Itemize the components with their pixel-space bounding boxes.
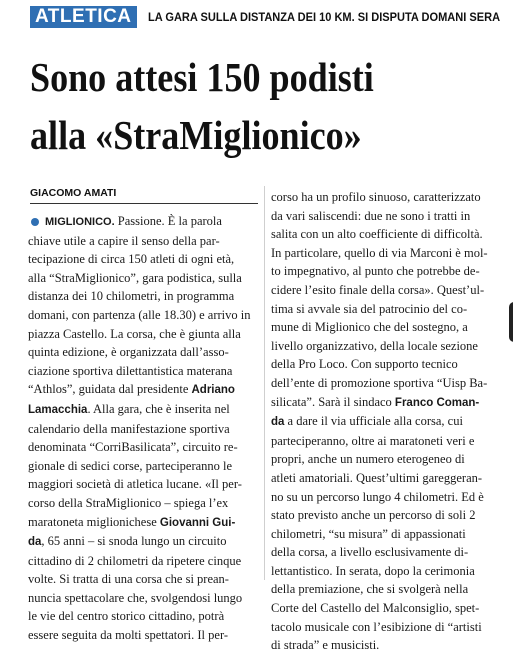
article-line: [28, 250, 265, 269]
article-line: [271, 506, 508, 525]
article-line: [28, 457, 265, 476]
article-line: [28, 306, 265, 325]
kicker: LA GARA SULLA DISTANZA DEI 10 KM. SI DISPUTA DOMANI SERA: [148, 10, 501, 24]
article-line: [271, 225, 508, 244]
article-text: denominata “CorriBasilicata”, circuito re-: [28, 440, 238, 455]
dateline: MIGLIONICO.: [45, 216, 115, 228]
article-text: a dare il via ufficiale alla corsa, cui: [284, 414, 463, 429]
article-line: [271, 543, 508, 562]
article-line: [271, 450, 508, 469]
article-text: chiave utile a capire il senso della par-: [28, 233, 220, 248]
article-line: [28, 532, 265, 552]
article-line: [28, 343, 265, 362]
article-text: ciazione sportiva dilettantistica materana: [28, 363, 233, 378]
dateline-bullet-icon: [31, 218, 39, 226]
article-line: [271, 355, 508, 374]
article-line: [28, 380, 265, 400]
article-line: [28, 513, 265, 533]
article-text: alla “StraMiglionico”, gara podistica, sulla: [28, 270, 242, 285]
article-text: della premiazione, che si svolgerà nella: [271, 582, 469, 597]
headline-line-2: alla «StraMiglionico»: [30, 112, 362, 158]
article-line: [28, 269, 265, 288]
article-text: silicata”. Sarà il sindaco: [271, 394, 395, 409]
article-text: della Pro Loco. Con supporto tecnico: [271, 357, 458, 372]
article-line: [271, 525, 508, 544]
article-line: [271, 318, 508, 337]
article-text: corso ha un profilo sinuoso, caratterizzato: [271, 190, 481, 204]
article-text: nuncia spettacolare che, svolgendosi lungo: [28, 590, 243, 605]
article-line: [271, 580, 508, 599]
article-text: tacolo musicale con l’esibizione di “artisti: [271, 619, 482, 634]
article-column-left: [28, 212, 265, 645]
article-text: maggiori società di atletica lucane. «Il per-: [28, 477, 242, 492]
article-line: [28, 212, 265, 232]
article-text: stato previsto anche un percorso di soli 2: [271, 508, 476, 523]
article-line: [271, 300, 508, 319]
article-line: [271, 618, 508, 637]
article-line: [28, 400, 265, 420]
article-text: chilometri, “su misura” di appassionati: [271, 526, 466, 541]
page-edge-mark: [509, 302, 513, 342]
article-line: [271, 281, 508, 300]
section-header: [0, 0, 513, 32]
article-text: In particolare, quello di via Marconi è mol-: [271, 245, 488, 260]
headline-line-1: Sono attesi 150 podisti: [30, 54, 374, 100]
article-line: [271, 432, 508, 451]
article-text: salita con un alto coefficiente di difficoltà.: [271, 227, 483, 242]
article-text: livello organizzativo, della locale sezione: [271, 338, 478, 353]
article-text: gionale di sedici corse, parteciperanno le: [28, 458, 233, 473]
article-line: [271, 599, 508, 618]
article-text: quinta edizione, è organizzata dall’asso-: [28, 345, 229, 360]
article-text: “Athlos”, guidata dal presidente: [28, 382, 192, 397]
article-text: distanza dei 10 chilometri, in programma: [28, 289, 235, 304]
article-text: tima si avvale sia del patrocinio del co-: [271, 301, 468, 316]
article-text: corso della StraMiglionico – spiega l’ex: [28, 495, 229, 510]
person-name: Adriano: [191, 384, 235, 397]
article-line: [28, 607, 265, 626]
article-text: tecipazione di circa 150 atleti di ogni età,: [28, 252, 235, 267]
article-text: propri, anche un numero eterogeneo di: [271, 452, 465, 467]
article-text: le vie del centro storico cittadino, potrà: [28, 609, 225, 624]
article-text: volte. Si tratta di una corsa che si prean-: [28, 572, 229, 587]
article-line: [28, 552, 265, 571]
article-text: dell’ente di promozione sportiva “Uisp Ba-: [271, 375, 488, 390]
article-line: [271, 469, 508, 488]
article-line: [28, 420, 265, 439]
person-name: da: [28, 536, 42, 549]
article-text: Corte del Castello del Malconsiglio, spet-: [271, 601, 480, 616]
article-line: [28, 438, 265, 457]
person-name: Giovanni Gui-: [159, 516, 236, 529]
column-divider: [264, 186, 265, 580]
article-line: [28, 362, 265, 381]
article-line: [271, 636, 508, 655]
article-text: to impegnativo, al punto che potrebbe de-: [271, 264, 480, 279]
article-line: [28, 570, 265, 589]
person-name: Lamacchia: [28, 403, 88, 416]
article-line: [271, 393, 508, 413]
article-line: [28, 589, 265, 608]
article-text: cidere l’esito finale della corsa». Quest’ul-: [271, 282, 485, 297]
article-line: [28, 494, 265, 513]
article-line: [271, 488, 508, 507]
article-line: [271, 244, 508, 263]
article-text: lettantistico. In serata, dopo la cerimonia: [271, 563, 475, 578]
article-text: maratoneta miglionichese: [28, 514, 160, 529]
byline: GIACOMO AMATI: [30, 186, 258, 204]
article-line: [271, 262, 508, 281]
article-text: parteciperanno, oltre ai maratoneti veri e: [271, 433, 475, 448]
article-line: [28, 325, 265, 344]
section-badge: ATLETICA: [30, 6, 137, 28]
article-text: domani, con partenza (alle 18.30) e arrivo in: [28, 307, 251, 322]
article-text: Passione. È la parola: [114, 214, 222, 228]
person-name: Franco Coman-: [394, 396, 480, 409]
article-text: cittadino di 2 chilometri da ripetere cinque: [28, 553, 242, 568]
article-text: della corsa, a livello esclusivamente di-: [271, 545, 469, 560]
headline: [30, 48, 510, 164]
article-text: piazza Castello. La corsa, che è giunta alla: [28, 326, 241, 341]
article-line: [271, 188, 508, 207]
article-line: [28, 475, 265, 494]
article-line: [28, 232, 265, 251]
article-column-right: [271, 188, 508, 655]
article-line: [271, 337, 508, 356]
article-text: da vari saliscendi: due ne sono i tratti in: [271, 208, 471, 223]
article-line: [28, 626, 265, 645]
article-text: di strada” e musicisti.: [271, 638, 380, 653]
article-text: essere seguita da molti spettatori. Il per-: [28, 628, 229, 643]
article-text: no su un percorso lungo 4 chilometri. Ed è: [271, 489, 484, 504]
article-text: mune di Miglionico che del sostegno, a: [271, 320, 468, 335]
article-line: [271, 562, 508, 581]
person-name: da: [271, 416, 285, 429]
article-line: [28, 287, 265, 306]
article-line: [271, 374, 508, 393]
article-text: calendario della manifestazione sportiva: [28, 421, 230, 436]
article-text: . Alla gara, che è inserita nel: [87, 401, 230, 416]
article-text: atleti amatoriali. Quest’ultimi gareggeran-: [271, 470, 483, 485]
article-text: , 65 anni – si snoda lungo un circuito: [41, 534, 227, 549]
article-line: [271, 207, 508, 226]
article-line: [271, 412, 508, 432]
